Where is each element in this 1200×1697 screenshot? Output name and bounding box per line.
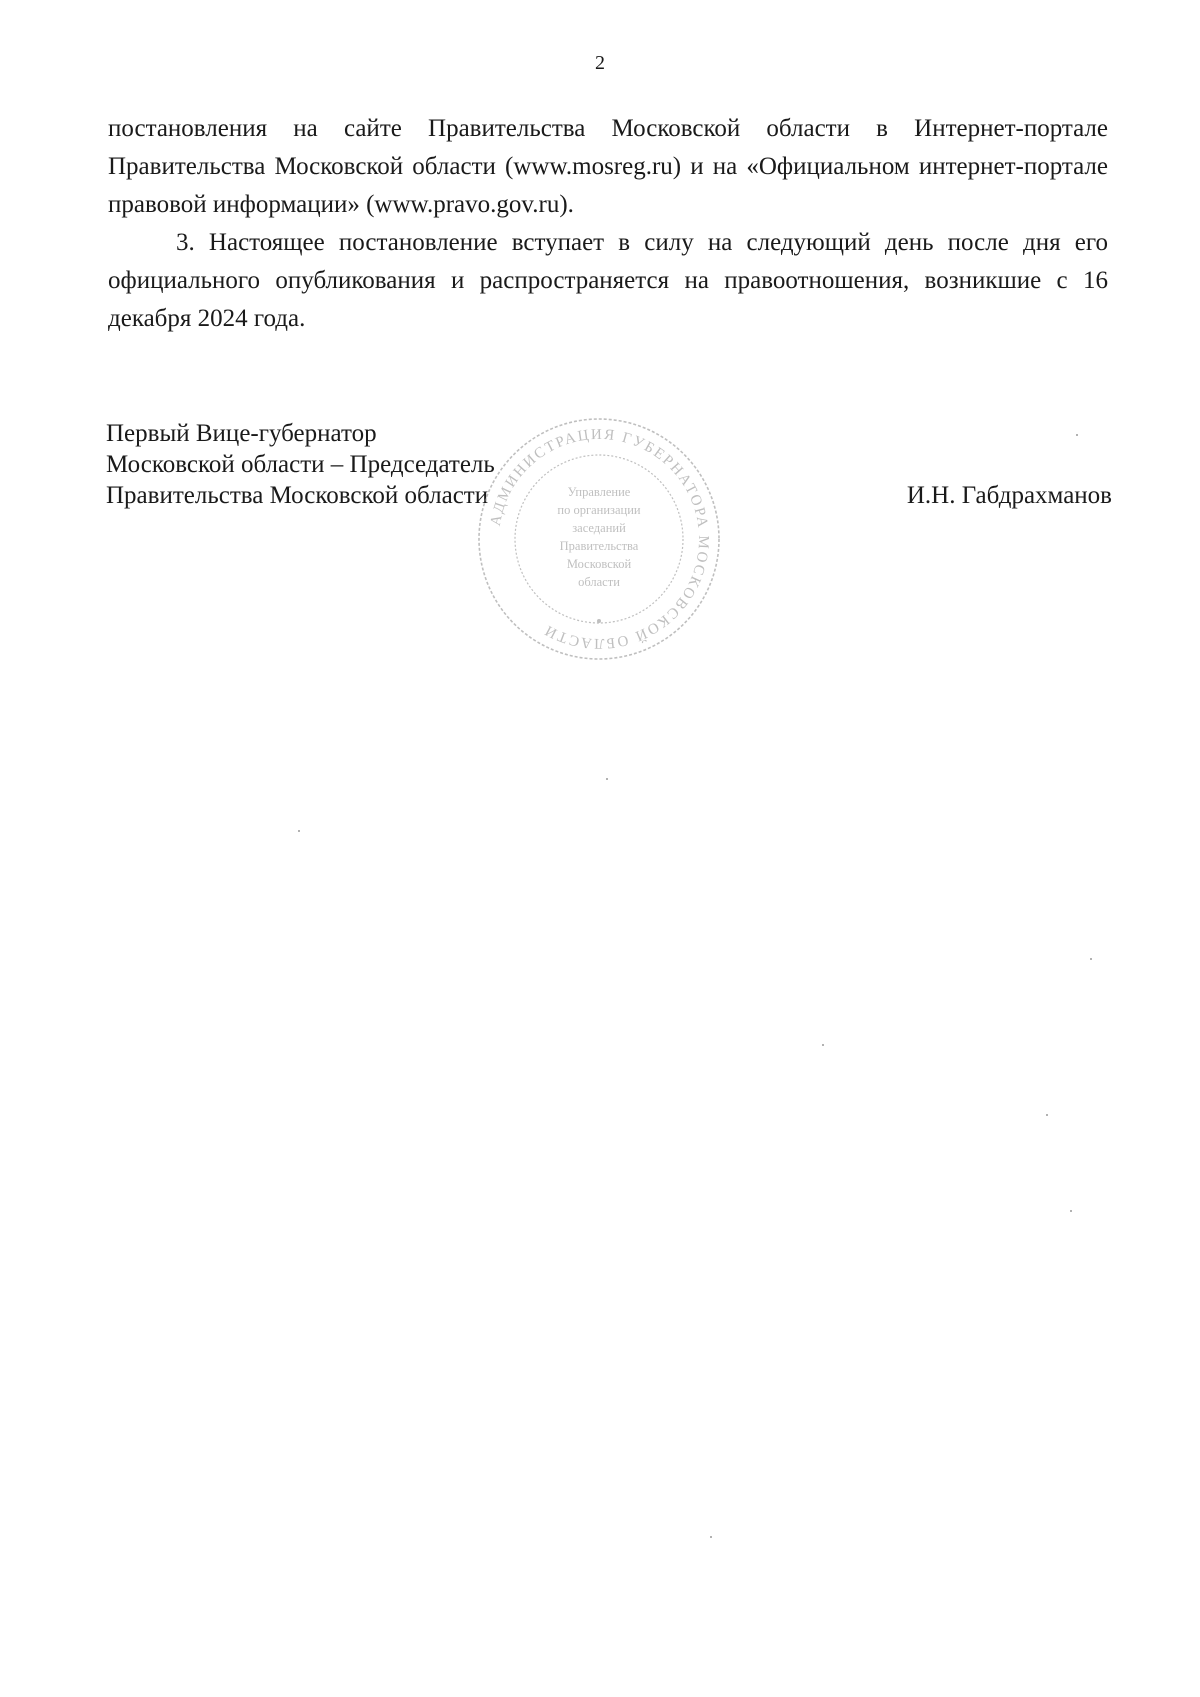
page-number: 2 xyxy=(595,52,605,74)
stamp-center-line-1: Управление xyxy=(567,485,631,499)
signatory-title-line-3: Правительства Московской области xyxy=(106,482,489,509)
stamp-center-line-4: Правительства xyxy=(559,539,639,553)
signatory-title-line-1: Первый Вице-губернатор xyxy=(106,420,377,447)
stamp-ring-text: АДМИНИСТРАЦИЯ ГУБЕРНАТОРА МОСКОВСКОЙ ОБЛАСТИ xyxy=(487,426,712,652)
scan-speck xyxy=(710,1536,712,1538)
document-body xyxy=(108,110,1108,338)
stamp-center-line-2: по организации xyxy=(557,503,641,517)
signatory-title-line-2: Московской области – Председатель xyxy=(106,451,495,478)
scan-speck xyxy=(298,830,300,832)
scan-speck xyxy=(1046,1114,1048,1116)
scan-speck xyxy=(1090,958,1092,960)
official-stamp xyxy=(474,414,724,664)
stamp-dot xyxy=(597,619,601,623)
stamp-center-line-5: Московской xyxy=(566,557,632,571)
paragraph-continuation: постановления на сайте Правительства Московской области в Интернет-портале Правительства Московской области (www.mosreg.ru) и на «Официальном интернет-портале правовой информации» (www.pravo.gov.ru). xyxy=(108,115,1108,218)
stamp-center-line-3: заседаний xyxy=(572,521,626,535)
stamp-center-line-6: области xyxy=(578,575,620,589)
scan-speck xyxy=(606,778,608,780)
scan-speck xyxy=(1076,434,1078,436)
signatory-name: И.Н. Габдрахманов xyxy=(906,482,1112,509)
scan-speck xyxy=(822,1044,824,1046)
paragraph-clause-3: 3. Настоящее постановление вступает в силу на следующий день после дня его официального опубликования и распространяется на правоотношения, возникшие с 16 декабря 2024 года. xyxy=(108,229,1108,332)
scan-speck xyxy=(1070,1210,1072,1212)
